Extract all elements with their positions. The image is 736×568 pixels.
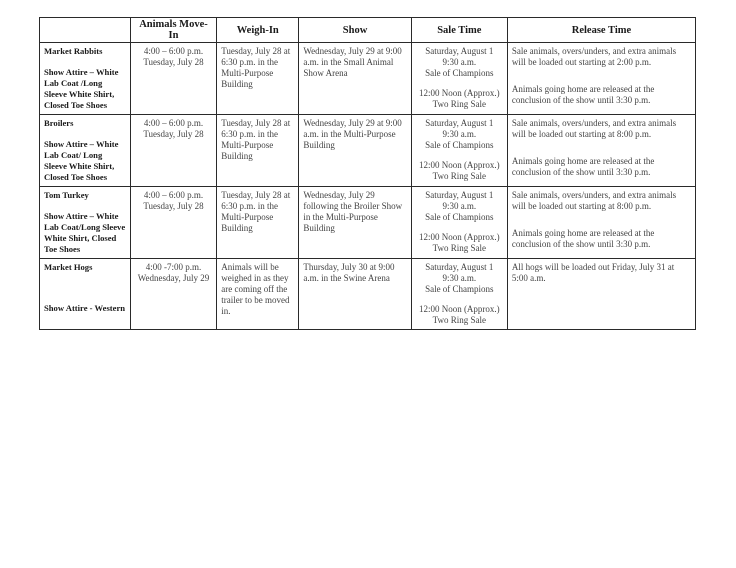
sale-date: Saturday, August 1 <box>425 46 494 56</box>
move-in-date: Tuesday, July 28 <box>143 201 204 211</box>
two-ring-sale: Two Ring Sale <box>432 99 486 109</box>
show-cell: Thursday, July 30 at 9:00 a.m. in the Swine Arena <box>299 259 411 330</box>
sale-of-champions: Sale of Champions <box>425 212 494 222</box>
two-ring-sale: Two Ring Sale <box>432 243 486 253</box>
sale-of-champions: Sale of Champions <box>425 68 494 78</box>
animal-name: Market Hogs <box>44 262 93 272</box>
release-hogs: All hogs will be loaded out Friday, July 31 at 5:00 a.m. <box>511 262 675 283</box>
two-ring-sale: Two Ring Sale <box>432 315 486 325</box>
header-show: Show <box>299 18 411 43</box>
table-row-market-hogs <box>40 259 696 330</box>
release-going-home: Animals going home are released at the conclusion of the show until 3:30 p.m. <box>511 156 655 177</box>
sale-date: Saturday, August 1 <box>425 118 494 128</box>
header-release-time: Release Time <box>507 18 695 43</box>
move-in-cell <box>130 43 216 115</box>
sale-time-cell <box>411 115 507 187</box>
header-weigh-in: Weigh-In <box>217 18 299 43</box>
sale-time: 9:30 a.m. <box>442 273 477 283</box>
move-in-cell <box>130 115 216 187</box>
move-in-time: 4:00 – 6:00 p.m. <box>143 190 204 200</box>
release-going-home: Animals going home are released at the conclusion of the show until 3:30 p.m. <box>511 84 655 105</box>
move-in-time: 4:00 – 6:00 p.m. <box>143 118 204 128</box>
release-going-home: Animals going home are released at the conclusion of the show until 3:30 p.m. <box>511 228 655 249</box>
release-cell <box>507 115 695 187</box>
sale-time-cell <box>411 43 507 115</box>
sale-time: 9:30 a.m. <box>442 201 477 211</box>
schedule-table <box>39 17 696 330</box>
sale-date: Saturday, August 1 <box>425 190 494 200</box>
table-row-tom-turkey <box>40 187 696 259</box>
sale-time: 9:30 a.m. <box>442 57 477 67</box>
move-in-time: 4:00 -7:00 p.m. <box>145 262 202 272</box>
show-attire: Show Attire – White Lab Coat/ Long Sleeve White Shirt, Closed Toe Shoes <box>44 139 119 182</box>
table-row-broilers <box>40 115 696 187</box>
two-ring-sale: Two Ring Sale <box>432 171 486 181</box>
noon-time: 12:00 Noon (Approx.) <box>418 232 500 242</box>
animal-cell <box>40 43 131 115</box>
release-sale-animals: Sale animals, overs/unders, and extra animals will be loaded out starting at 2:00 p.m. <box>511 46 677 67</box>
release-sale-animals: Sale animals, overs/unders, and extra animals will be loaded out starting at 8:00 p.m. <box>511 118 677 139</box>
release-sale-animals: Sale animals, overs/unders, and extra animals will be loaded out starting at 8:00 p.m. <box>511 190 677 211</box>
sale-time: 9:30 a.m. <box>442 129 477 139</box>
table-row-market-rabbits <box>40 43 696 115</box>
animal-name: Market Rabbits <box>44 46 103 56</box>
header-move-in: Animals Move-In <box>130 18 216 43</box>
move-in-date: Wednesday, July 29 <box>137 273 210 283</box>
header-animal <box>40 18 131 43</box>
header-sale-time: Sale Time <box>411 18 507 43</box>
noon-time: 12:00 Noon (Approx.) <box>418 304 500 314</box>
move-in-date: Tuesday, July 28 <box>143 57 204 67</box>
move-in-cell <box>130 259 216 330</box>
weigh-in-cell: Tuesday, July 28 at 6:30 p.m. in the Multi-Purpose Building <box>217 43 299 115</box>
animal-name: Broilers <box>44 118 74 128</box>
animal-name: Tom Turkey <box>44 190 89 200</box>
release-cell <box>507 259 695 330</box>
sale-date: Saturday, August 1 <box>425 262 494 272</box>
release-cell <box>507 187 695 259</box>
show-attire: Show Attire - Western <box>44 303 126 313</box>
weigh-in-cell: Animals will be weighed in as they are coming off the trailer to be moved in. <box>217 259 299 330</box>
show-cell: Wednesday, July 29 at 9:00 a.m. in the Small Animal Show Arena <box>299 43 411 115</box>
show-attire: Show Attire – White Lab Coat /Long Sleeve White Shirt, Closed Toe Shoes <box>44 67 119 110</box>
sale-time-cell <box>411 187 507 259</box>
sale-of-champions: Sale of Champions <box>425 284 494 294</box>
animal-cell <box>40 187 131 259</box>
release-cell <box>507 43 695 115</box>
move-in-date: Tuesday, July 28 <box>143 129 204 139</box>
show-cell: Wednesday, July 29 at 9:00 a.m. in the Multi-Purpose Building <box>299 115 411 187</box>
animal-cell <box>40 259 131 330</box>
move-in-time: 4:00 – 6:00 p.m. <box>143 46 204 56</box>
noon-time: 12:00 Noon (Approx.) <box>418 88 500 98</box>
sale-time-cell <box>411 259 507 330</box>
weigh-in-cell: Tuesday, July 28 at 6:30 p.m. in the Multi-Purpose Building <box>217 187 299 259</box>
sale-of-champions: Sale of Champions <box>425 140 494 150</box>
weigh-in-cell: Tuesday, July 28 at 6:30 p.m. in the Multi-Purpose Building <box>217 115 299 187</box>
header-row <box>40 18 696 43</box>
animal-cell <box>40 115 131 187</box>
move-in-cell <box>130 187 216 259</box>
show-attire: Show Attire – White Lab Coat/Long Sleeve White Shirt, Closed Toe Shoes <box>44 211 126 254</box>
noon-time: 12:00 Noon (Approx.) <box>418 160 500 170</box>
show-cell: Wednesday, July 29 following the Broiler Show in the Multi-Purpose Building <box>299 187 411 259</box>
